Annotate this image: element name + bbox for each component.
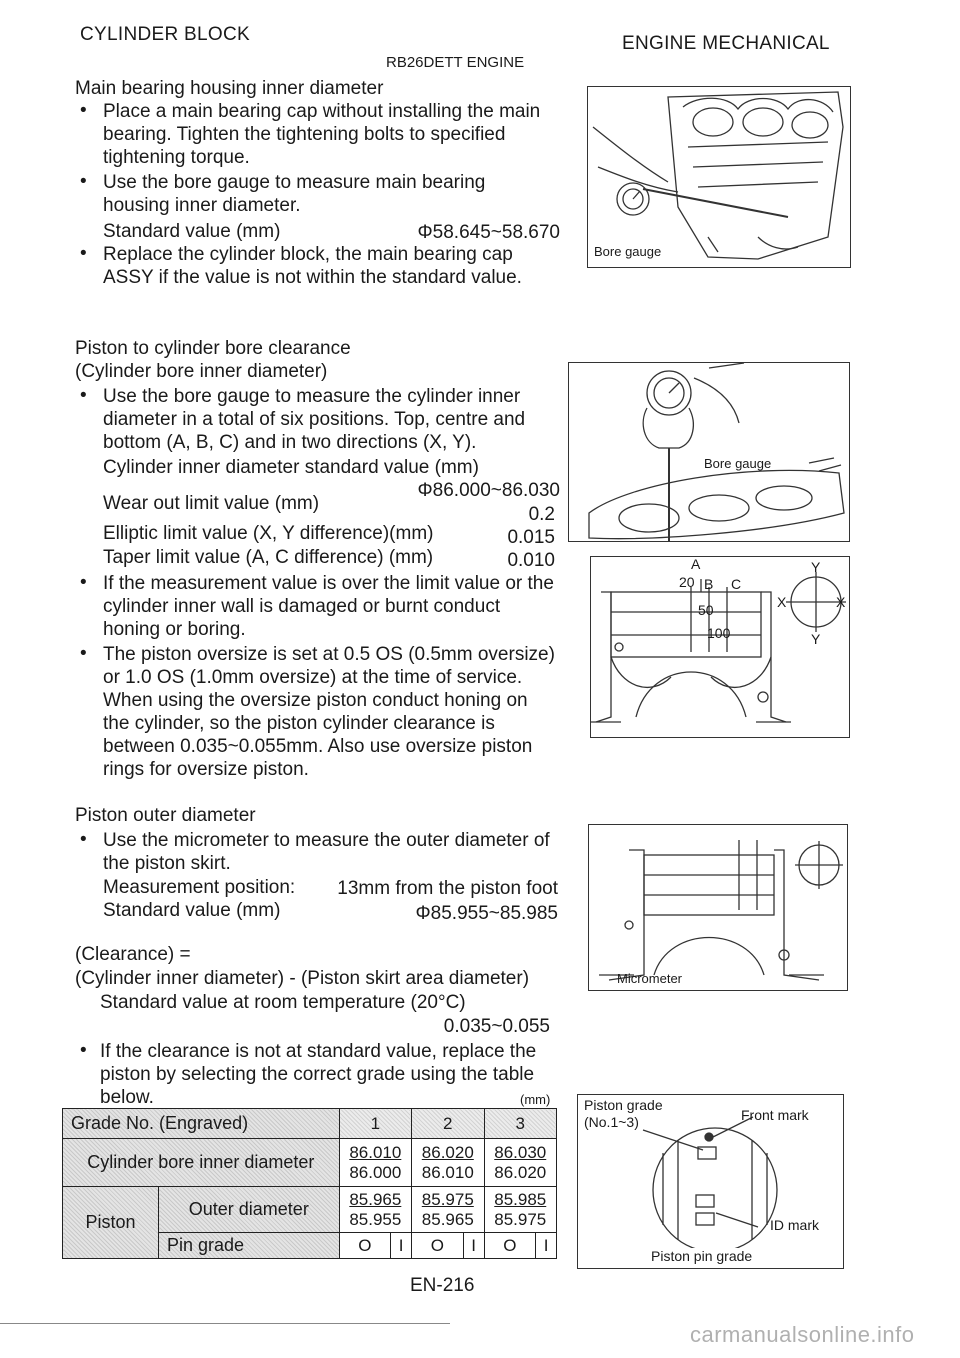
sec2-wear-value: 0.2 [528, 504, 555, 525]
line: the cylinder, so the piston cylinder clearance is [103, 713, 495, 734]
figure-main-bearing [587, 86, 851, 268]
grade-1: 1 [339, 1109, 411, 1139]
grade-3: 3 [484, 1109, 556, 1139]
line: When using the oversize piston conduct honing on [103, 690, 528, 711]
footer-divider [0, 1323, 450, 1324]
sec2-wear-label: Wear out limit value (mm) [103, 493, 320, 514]
site-watermark: carmanualsonline.info [690, 1322, 915, 1347]
fig3-y1: Y [811, 559, 821, 575]
line: bottom (A, B, C) and in two directions (X, Y). [103, 432, 477, 453]
bullet-dot: • [80, 243, 87, 264]
sec3-clear2: (Cylinder inner diameter) - (Piston skirt area diameter) [75, 968, 530, 989]
line: or 1.0 OS (1.0mm oversize) at the time of service. [103, 667, 523, 688]
outer-lower: 85.965 [421, 1209, 474, 1229]
line: tightening torque. [103, 147, 250, 168]
line: rings for oversize piston. [103, 759, 309, 780]
pin-cell: I [536, 1233, 557, 1259]
bore-lower: 86.020 [494, 1162, 547, 1182]
pin-cell: O [339, 1233, 391, 1259]
outer-upper: 85.975 [421, 1189, 474, 1209]
line: The piston oversize is set at 0.5 OS (0.5mm oversize) [103, 644, 555, 665]
fig3-x2: X [836, 594, 846, 610]
bullet-dot: • [80, 643, 87, 664]
outer-upper: 85.965 [349, 1189, 402, 1209]
sec1-title: Main bearing housing inner diameter [75, 78, 384, 99]
block-section-sketch [591, 557, 849, 737]
sec2-b1 [103, 385, 525, 454]
figure-piston-marks [577, 1094, 844, 1269]
sec3-b2 [100, 1040, 536, 1109]
line: diameter in a total of six positions. Top, centre and [103, 409, 526, 430]
fig5-id: ID mark [770, 1217, 819, 1233]
bore-cell [484, 1139, 556, 1187]
bore-lower: 86.000 [349, 1162, 402, 1182]
piston-label: Piston [63, 1187, 159, 1259]
fig1-label: Bore gauge [594, 244, 662, 259]
fig3-a: A [691, 556, 701, 572]
bullet-dot: • [80, 100, 87, 121]
bore-label: Cylinder bore inner diameter [63, 1139, 340, 1187]
sec3-clear1: (Clearance) = [75, 944, 191, 965]
figure-measure-positions [590, 556, 850, 738]
sec3-room-value: 0.035~0.055 [443, 1016, 550, 1037]
sec3-pos-value: 13mm from the piston foot [337, 878, 558, 899]
line: Use the bore gauge to measure the cylinder inner [103, 386, 521, 407]
bore-lower: 86.010 [421, 1162, 474, 1182]
sec3-pos-label: Measurement position: [103, 877, 296, 898]
sec2-title: Piston to cylinder bore clearance [75, 338, 351, 359]
outer-cell [412, 1187, 484, 1233]
sec2-ellip-value: 0.015 [507, 527, 555, 548]
fig5-pin: Piston pin grade [651, 1248, 753, 1264]
bore-cell [412, 1139, 484, 1187]
table-row [63, 1109, 557, 1139]
fig3-c: C [731, 576, 742, 592]
grade-2: 2 [412, 1109, 484, 1139]
page-number: EN-216 [410, 1275, 475, 1296]
line: piston by selecting the correct grade using the table [100, 1064, 535, 1085]
fig3-b: B [704, 576, 714, 592]
piston-micrometer-sketch [589, 825, 847, 990]
outer-label: Outer diameter [159, 1187, 340, 1233]
sec1-std-value: Φ58.645~58.670 [417, 222, 560, 243]
fig3-x1: X [777, 594, 787, 610]
pin-cell: I [391, 1233, 412, 1259]
outer-lower: 85.955 [349, 1209, 402, 1229]
line: bearing. Tighten the tightening bolts to specified [103, 124, 506, 145]
outer-upper: 85.985 [494, 1189, 547, 1209]
fig5-front: Front mark [741, 1107, 809, 1123]
fig3-20: 20 [679, 574, 695, 590]
fig2-label: Bore gauge [704, 456, 772, 471]
pin-label: Pin grade [159, 1233, 340, 1259]
sec2-std-label: Cylinder inner diameter standard value (mm) [103, 457, 479, 478]
line: cylinder inner wall is damaged or burnt conduct [103, 596, 501, 617]
line: housing inner diameter. [103, 195, 301, 216]
fig3-100: 100 [707, 625, 731, 641]
line: ASSY if the value is not within the standard value. [103, 267, 522, 288]
outer-cell [484, 1187, 556, 1233]
line: the piston skirt. [103, 853, 231, 874]
sec3-unit: (mm) [520, 1092, 551, 1107]
sec3-std-label: Standard value (mm) [103, 900, 281, 921]
sec2-b3 [103, 643, 555, 781]
bullet-dot: • [80, 572, 87, 593]
fig4-label: Micrometer [617, 971, 683, 986]
sec3-std-value: Φ85.955~85.985 [415, 903, 558, 924]
bullet-dot: • [80, 829, 87, 850]
sec1-b3 [103, 243, 522, 289]
sec1-b2 [103, 171, 485, 217]
fig3-50: 50 [698, 602, 714, 618]
figure-micrometer [588, 824, 848, 991]
sec2-ellip-label: Elliptic limit value (X, Y difference)(mm) [103, 523, 434, 544]
line: Replace the cylinder block, the main bearing cap [103, 244, 513, 265]
line: between 0.035~0.055mm. Also use oversize piston [103, 736, 533, 757]
cylinder-head-sketch [569, 363, 849, 541]
sec3-title: Piston outer diameter [75, 805, 256, 826]
bore-upper: 86.020 [421, 1142, 474, 1162]
outer-cell [339, 1187, 411, 1233]
line: below. [100, 1087, 154, 1108]
piston-grade-table [62, 1108, 557, 1259]
sec2-title2: (Cylinder bore inner diameter) [75, 361, 328, 382]
pin-cell: I [463, 1233, 484, 1259]
grade-label: Grade No. (Engraved) [63, 1109, 340, 1139]
bullet-dot: • [80, 1040, 87, 1061]
bore-upper: 86.010 [349, 1142, 402, 1162]
fig5-grade: Piston grade [584, 1097, 663, 1113]
bullet-dot: • [80, 171, 87, 192]
line: If the clearance is not at standard value, replace the [100, 1041, 537, 1062]
sec2-b2 [103, 572, 554, 641]
engine-block-sketch [588, 87, 850, 267]
line: Place a main bearing cap without installing the main [103, 101, 541, 122]
outer-lower: 85.975 [494, 1209, 547, 1229]
pin-cell: O [412, 1233, 464, 1259]
table-row [63, 1139, 557, 1187]
bore-cell [339, 1139, 411, 1187]
sec3-room-label: Standard value at room temperature (20°C) [100, 992, 466, 1013]
header-subtitle: RB26DETT ENGINE [386, 54, 525, 71]
figure-cylinder-bore [568, 362, 850, 542]
table-row [63, 1187, 557, 1233]
line: Use the bore gauge to measure main bearing [103, 172, 486, 193]
line: honing or boring. [103, 619, 246, 640]
fig3-y2: Y [811, 631, 821, 647]
sec1-b1 [103, 100, 540, 169]
bullet-dot: • [80, 385, 87, 406]
sec1-std-label: Standard value (mm) [103, 221, 281, 242]
line: If the measurement value is over the limit value or the [103, 573, 554, 594]
header-right: ENGINE MECHANICAL [622, 33, 830, 54]
sec2-std-value: Φ86.000~86.030 [417, 480, 560, 501]
line: Use the micrometer to measure the outer diameter of [103, 830, 550, 851]
sec2-taper-label: Taper limit value (A, C difference) (mm) [103, 547, 434, 568]
bore-upper: 86.030 [494, 1142, 547, 1162]
header-left: CYLINDER BLOCK [80, 24, 250, 45]
fig5-grade2: (No.1~3) [584, 1114, 639, 1130]
sec2-taper-value: 0.010 [507, 550, 555, 571]
pin-cell: O [484, 1233, 536, 1259]
sec3-b1 [103, 829, 550, 875]
